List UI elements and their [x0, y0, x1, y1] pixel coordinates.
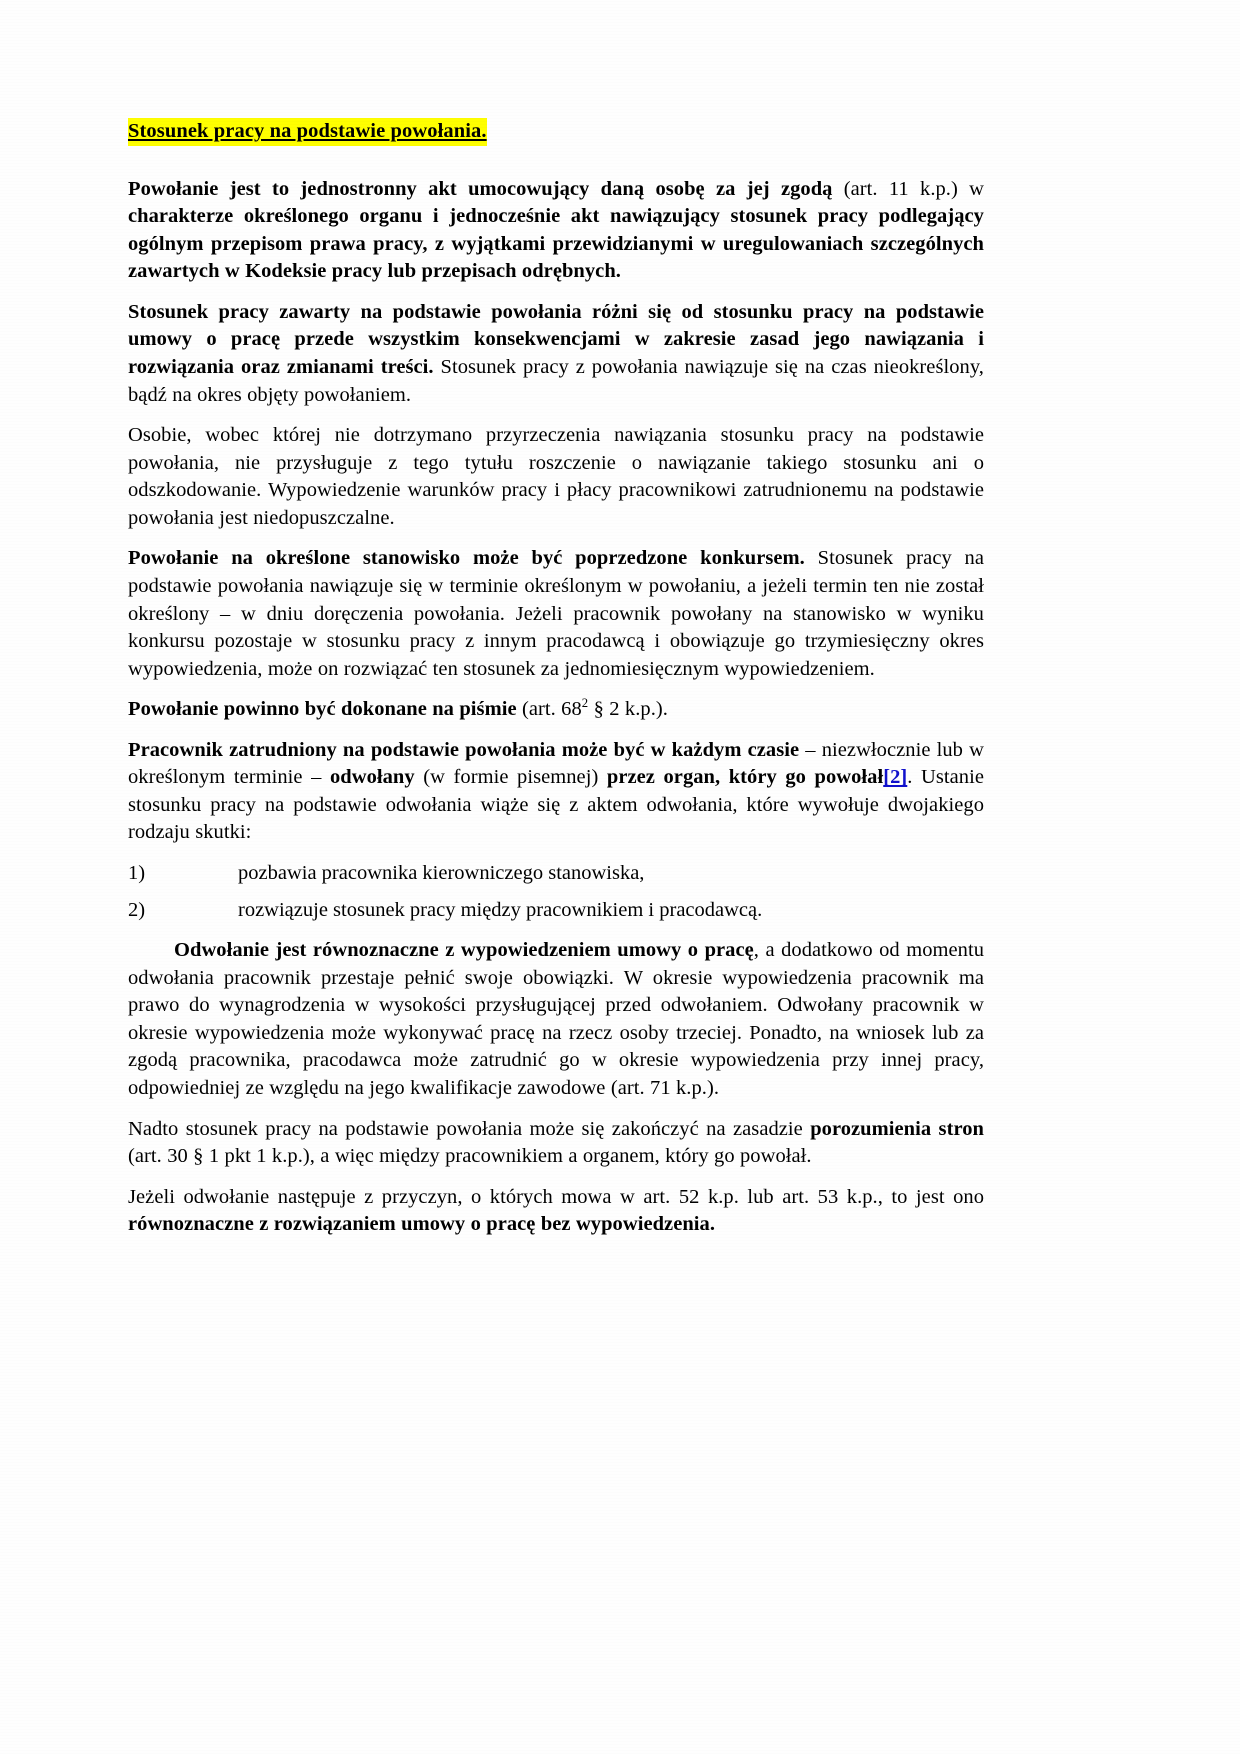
list-item-marker: 1): [128, 862, 146, 885]
p6-bold-3: przez organ, który go powołał: [606, 766, 884, 789]
numbered-list: [128, 860, 984, 924]
paragraph-9: [128, 1184, 984, 1239]
p5-superscript: 2: [581, 696, 589, 711]
p6-reg-3: . Ustanie stosunku pracy na podstawie odwołania wiąże się z aktem odwołania, które wywołuje dwojakiego rodzaju skutki:: [128, 766, 984, 844]
paragraph-1: [128, 176, 984, 286]
list-item: [128, 860, 984, 888]
p1-bold-1: Powołanie jest to jednostronny akt umocowujący daną osobę za jej zgodą: [128, 177, 844, 200]
p8-bold-1: porozumienia stron: [810, 1117, 984, 1140]
p1-bold-2: charakterze określonego organu i jednocześnie akt nawiązujący stosunek pracy podlegający ogólnym przepisom prawa pracy, z wyjątkami przewidzianymi w uregulowaniach szczególnych zawartych w Kodeksie pracy lub przepisach odrębnych.: [128, 205, 984, 283]
list-item-label: rozwiązuje stosunek pracy między pracownikiem i pracodawcą.: [238, 898, 763, 921]
paragraph-8: [128, 1116, 984, 1171]
p7-reg-1: , a dodatkowo od momentu odwołania pracownik przestaje pełnić swoje obowiązki. W okresie wypowiedzenia pracownik ma prawo do wynagrodzenia w wysokości przysługującej przed odwołaniem. Odwołany pracownik w okresie wypowiedzenia może wykonywać pracę na rzecz osoby trzeciej. Ponadto, na wniosek lub za zgodą pracownika, pracodawca może zatrudnić go w okresie wypowiedzenia przy innej pracy, odpowiedniej ze względu na jego kwalifikacje zawodowe (art. 71 k.p.).: [128, 939, 985, 1099]
p2-reg-1: Stosunek pracy z powołania nawiązuje się na czas nieokreślony, bądź na okres objęty powołaniem.: [128, 356, 984, 406]
p5-bold-1: Powołanie powinno być dokonane na piśmie: [128, 698, 522, 721]
p6-bold-1: Pracownik zatrudniony na podstawie powołania może być w każdym czasie: [128, 738, 806, 761]
p4-reg-1: Stosunek pracy na podstawie powołania nawiązuje się w terminie określonym w powołaniu, a jeżeli termin ten nie został określony – w dniu doręczenia powołania. Jeżeli pracownik powołany na stanowisko w wyniku konkursu pozostaje w stosunku pracy z innym pracodawcą i obowiązuje go trzymiesięczny okres wypowiedzenia, może on rozwiązać ten stosunek za jednomiesięcznym wypowiedzeniem.: [128, 547, 985, 680]
paragraph-7: [128, 937, 984, 1102]
paragraph-6: [128, 737, 984, 847]
page-title: Stosunek pracy na podstawie powołania.: [128, 118, 487, 146]
paragraph-3: [128, 422, 984, 532]
p2-bold-1: Stosunek pracy zawarty na podstawie powołania różni się od stosunku pracy na podstawie umowy o pracę przede wszystkim konsekwencjami w zakresie zasad jego nawiązania i rozwiązania oraz zmianami treści.: [128, 300, 984, 379]
list-item: [128, 897, 984, 925]
p8-reg-1: Nadto stosunek pracy na podstawie powołania może się zakończyć na zasadzie: [128, 1117, 811, 1140]
p9-reg-1: Jeżeli odwołanie następuje z przyczyn, o których mowa w art. 52 k.p. lub art. 53 k.p., to jest ono: [128, 1185, 984, 1208]
list-item-marker: 2): [128, 898, 146, 921]
list-item-label: pozbawia pracownika kierowniczego stanowiska,: [238, 862, 645, 885]
p6-bold-2: odwołany: [329, 766, 424, 789]
p3-reg-1: Osobie, wobec której nie dotrzymano przyrzeczenia nawiązania stosunku pracy na podstawie powołania, nie przysługuje z tego tytułu roszczenie o nawiązanie takiego stosunku ani o odszkodowanie. Wypowiedzenie warunków pracy i płacy pracownikowi zatrudnionemu na podstawie powołania jest niedopuszczalne.: [128, 424, 984, 529]
p6-reg-2: (w formie pisemnej): [423, 766, 607, 789]
paragraph-5: [128, 696, 984, 724]
p6-reg-1: – niezwłocznie lub w określonym terminie –: [128, 738, 984, 789]
p5-reg-1: (art. 68: [521, 698, 582, 721]
p8-reg-2: (art. 30 § 1 pkt 1 k.p.), a więc między pracownikiem a organem, który go powołał.: [128, 1145, 812, 1168]
p4-bold-1: Powołanie na określone stanowisko może być poprzedzone konkursem.: [128, 547, 805, 570]
paragraph-4: [128, 545, 984, 683]
p9-bold-1: równoznaczne z rozwiązaniem umowy o pracę bez wypowiedzenia.: [128, 1213, 716, 1236]
p5-reg-2: § 2 k.p.).: [588, 698, 668, 721]
page-title-wrapper: [128, 118, 984, 162]
document-body: [128, 118, 984, 1252]
paragraph-2: [128, 299, 984, 409]
p1-reg-1: (art. 11 k.p.) w: [843, 177, 985, 200]
p7-bold-1: Odwołanie jest równoznaczne z wypowiedzeniem umowy o pracę: [174, 939, 754, 962]
footnote-link-2[interactable]: [2]: [883, 766, 908, 789]
